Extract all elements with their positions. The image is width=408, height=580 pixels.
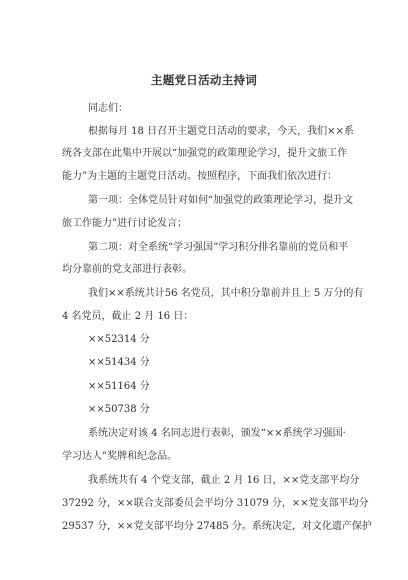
greeting-line: 同志们： bbox=[88, 103, 128, 114]
text-line: 我们××系统共计56 名党员，其中积分靠前并且上 5 万分的有 bbox=[88, 288, 364, 299]
text-line: 第二项：对全系统“学习强国”学习积分排名靠前的党员和平 bbox=[88, 242, 349, 253]
text-line: 29537 分，××党支部平均分 27485 分。系统决定，对文化遗产保护 bbox=[62, 521, 372, 532]
text-line: 系统决定对该 4 名同志进行表彰，颁发“××系统学习强国· bbox=[88, 428, 346, 439]
text-line: 根据每月 18 日召开主题党日活动的要求，今天，我们××系 bbox=[88, 126, 354, 137]
document-title: 主题党日活动主持词 bbox=[150, 73, 258, 87]
text-line: 4 名党员，截止 2 月 16 日： bbox=[62, 311, 194, 322]
text-line: 我系统共有 4 个党支部，截止 2 月 16 日，××党支部平均分 bbox=[88, 475, 360, 486]
text-line: 第一项：全体党员针对如何“加强党的政策理论学习，提升文 bbox=[88, 195, 354, 206]
text-line: 能力”为主题的主题党日活动。按照程序，下面我们依次进行： bbox=[62, 171, 338, 182]
text-line: 统各支部在此集中开展以“加强党的政策理论学习，提升文旅工作 bbox=[62, 148, 348, 159]
text-line: 旅工作能力”进行讨论发言； bbox=[62, 218, 188, 229]
score-line: ××52314 分 bbox=[88, 334, 150, 345]
score-line: ××50738 分 bbox=[88, 404, 150, 415]
score-line: ××51164 分 bbox=[88, 381, 150, 392]
text-line: 学习达人”奖牌和纪念品。 bbox=[62, 451, 178, 462]
text-line: 37292 分，××联合支部委员会平均分 31079 分，××党支部平均分 bbox=[62, 498, 369, 509]
text-line: 均分靠前的党支部进行表彰。 bbox=[62, 264, 192, 275]
score-line: ××51434 分 bbox=[88, 357, 150, 368]
